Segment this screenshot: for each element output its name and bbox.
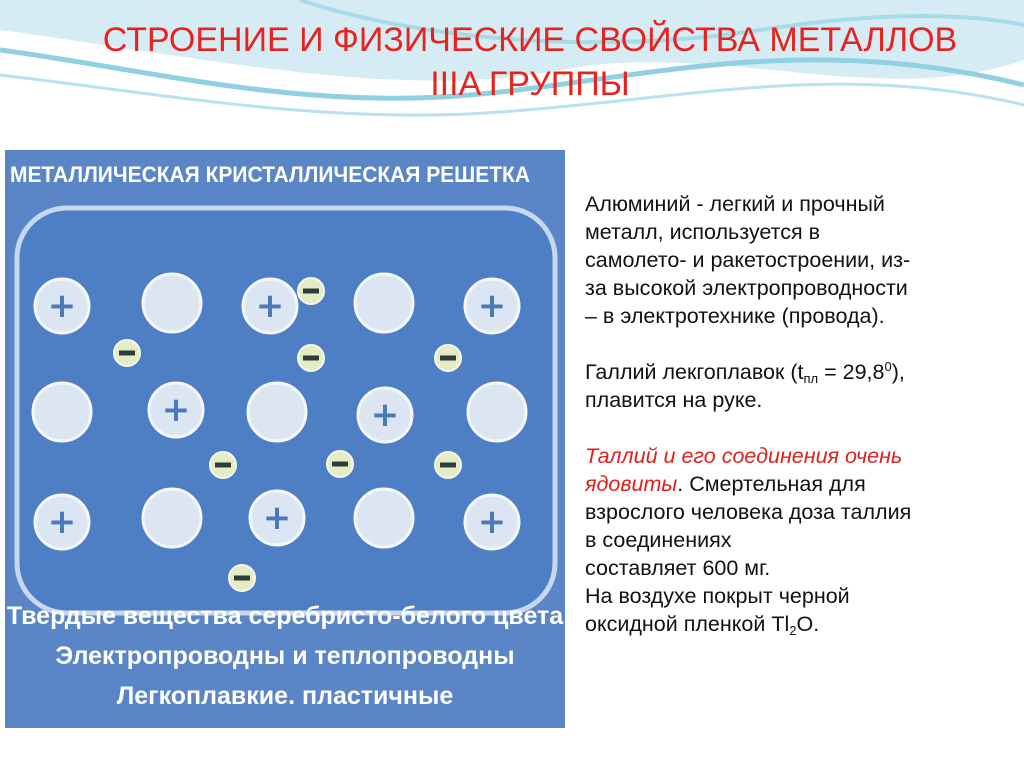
thallium-line-1: Таллий и его соединения очень bbox=[585, 444, 903, 468]
caption-line-3: Легкоплавкие. пластичные bbox=[116, 682, 454, 710]
free-electron bbox=[435, 345, 461, 371]
free-electron bbox=[435, 452, 461, 478]
svg-text:+: + bbox=[477, 286, 507, 326]
thallium-line-3: взрослого человека доза таллия bbox=[585, 500, 912, 524]
free-electron bbox=[327, 451, 353, 477]
metal-atom bbox=[355, 489, 413, 547]
melting-subscript: пл bbox=[803, 371, 819, 386]
positive-ion-plus bbox=[358, 388, 412, 442]
melting-value: = 29,8 bbox=[818, 360, 885, 384]
positive-ion-plus bbox=[149, 383, 203, 437]
free-electron bbox=[114, 340, 140, 366]
toxic-highlight: ядовиты bbox=[585, 472, 678, 496]
metal-atom bbox=[248, 383, 306, 441]
caption-line-1: Твердые вещества серебристо-белого цвета bbox=[6, 602, 564, 630]
degree-superscript: 0 bbox=[884, 359, 892, 374]
metal-atom bbox=[355, 274, 413, 332]
positive-ion-plus bbox=[465, 279, 519, 333]
positive-ion-plus bbox=[465, 495, 519, 549]
thallium-line-5: составляет 600 мг. bbox=[585, 556, 771, 580]
free-electron bbox=[229, 565, 255, 591]
svg-text:+: + bbox=[262, 498, 292, 538]
svg-text:+: + bbox=[47, 286, 77, 326]
free-electron bbox=[210, 452, 236, 478]
thallium-line-2 bbox=[585, 470, 1020, 498]
slide-title bbox=[40, 18, 1020, 106]
thallium-line-6: На воздухе покрыт черной bbox=[585, 584, 850, 608]
gallium-line-2: плавится на руке. bbox=[585, 388, 763, 412]
aluminum-line-1: Алюминий - легкий и прочный bbox=[585, 192, 885, 216]
aluminum-line-5: – в электротехнике (провода). bbox=[585, 304, 885, 328]
thallium-line-4: в соединениях bbox=[585, 528, 732, 552]
free-electron bbox=[298, 278, 324, 304]
gallium-line-1 bbox=[585, 358, 1020, 386]
metal-atom bbox=[143, 274, 201, 332]
metal-atom bbox=[468, 383, 526, 441]
aluminum-line-2: металл, используется в bbox=[585, 220, 821, 244]
svg-text:+: + bbox=[370, 395, 400, 435]
oxide-subscript: 2 bbox=[789, 623, 797, 638]
oxide-text-end: O. bbox=[796, 612, 820, 636]
thallium-line-2-rest: . Смертельная для bbox=[677, 472, 866, 496]
free-electron bbox=[298, 345, 324, 371]
aluminum-line-3: самолето- и ракетостроении, из- bbox=[585, 248, 911, 272]
svg-text:+: + bbox=[477, 502, 507, 542]
caption-line-2: Электропроводны и теплопроводны bbox=[55, 642, 515, 670]
title-line-2: IIIA ГРУППЫ bbox=[430, 65, 630, 103]
svg-text:+: + bbox=[255, 286, 285, 326]
oxide-text: оксидной пленкой Tl bbox=[585, 612, 790, 636]
thallium-line-7 bbox=[585, 610, 1020, 638]
metal-atom bbox=[33, 383, 91, 441]
svg-text:+: + bbox=[47, 502, 77, 542]
aluminum-line-4: за высокой электропроводности bbox=[585, 276, 908, 300]
positive-ion-plus bbox=[35, 495, 89, 549]
gallium-text: Галлий лекгоплавок (t bbox=[585, 360, 804, 384]
positive-ion-plus bbox=[243, 279, 297, 333]
positive-ion-plus bbox=[250, 491, 304, 545]
positive-ion-plus bbox=[35, 279, 89, 333]
title-line-1: СТРОЕНИЕ И ФИЗИЧЕСКИЕ СВОЙСТВА МЕТАЛЛОВ bbox=[102, 21, 958, 59]
svg-text:+: + bbox=[161, 390, 191, 430]
metal-atom bbox=[143, 489, 201, 547]
lattice-heading: МЕТАЛЛИЧЕСКАЯ КРИСТАЛЛИЧЕСКАЯ РЕШЕТКА bbox=[10, 162, 531, 187]
description-text bbox=[585, 190, 1020, 638]
gallium-text-end: ), bbox=[891, 360, 905, 384]
